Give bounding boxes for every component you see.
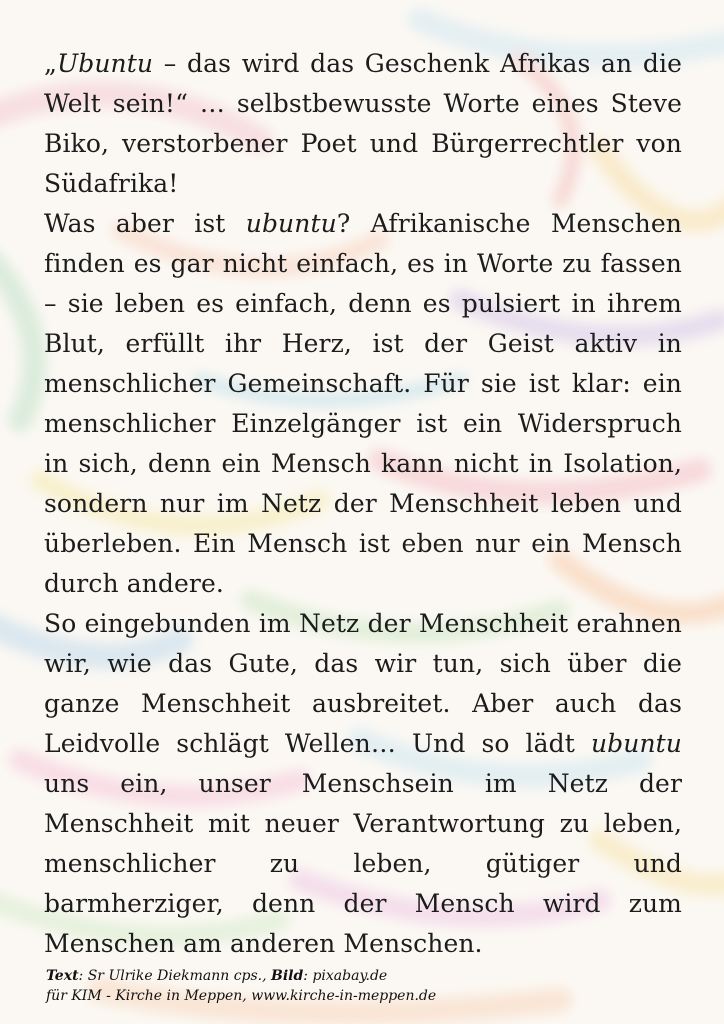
paragraph-3-lead: So eingebunden im Netz der Menschheit erahnen wir, wie das Gute, das wir tun, sich über die ganze Menschheit ausbreitet. Aber auch das Leidvolle schlägt Wellen… Und so lädt [44,609,682,758]
text-credit-author: : Sr Ulrike Diekmann cps., [78,968,272,984]
image-credit-source: : pixabay.de [303,968,388,984]
image-credit-label: Bild [271,968,304,984]
credits-line-2: für KIM - Kirche in Meppen, www.kirche-in-meppen.de [46,988,437,1004]
article-body [44,44,682,964]
ubuntu-term: ubuntu [590,729,682,758]
paragraph-2-text: ? Afrikanische Menschen finden es gar nicht einfach, es in Worte zu fassen – sie leben es einfach, denn es pulsiert in ihrem Blut, erfüllt ihr Herz, ist der Geist aktiv in menschlicher Gemeinschaft. Für sie ist klar: ein menschlicher Einzelgänger ist ein Widerspruch in sich, denn ein Mensch kann nicht in Isolation, sondern nur im Netz der Menschheit leben und überleben. Ein Mensch ist eben nur ein Mensch durch andere. [44,209,682,598]
paragraph-1 [44,44,682,204]
paragraph-3-text: uns ein, unser Menschsein im Netz der Menschheit mit neuer Verantwortung zu leben, menschlicher zu leben, gütiger und barmherziger, denn der Mensch wird zum Menschen am anderen Menschen. [44,769,682,958]
quote-open: „ [44,49,58,78]
paragraph-1-text: – das wird das Geschenk Afrikas an die Welt sein!“ … selbstbewusste Worte eines Steve Biko, verstorbener Poet und Bürgerrechtler von Südafrika! [44,49,682,198]
paragraph-2 [44,204,682,604]
ubuntu-term: Ubuntu [57,49,154,78]
credits-line-1 [46,966,436,986]
text-credit-label: Text [46,968,79,984]
paragraph-3 [44,604,682,964]
paragraph-2-lead: Was aber ist [44,209,246,238]
ubuntu-term: ubuntu [245,209,337,238]
credits [46,966,436,1006]
